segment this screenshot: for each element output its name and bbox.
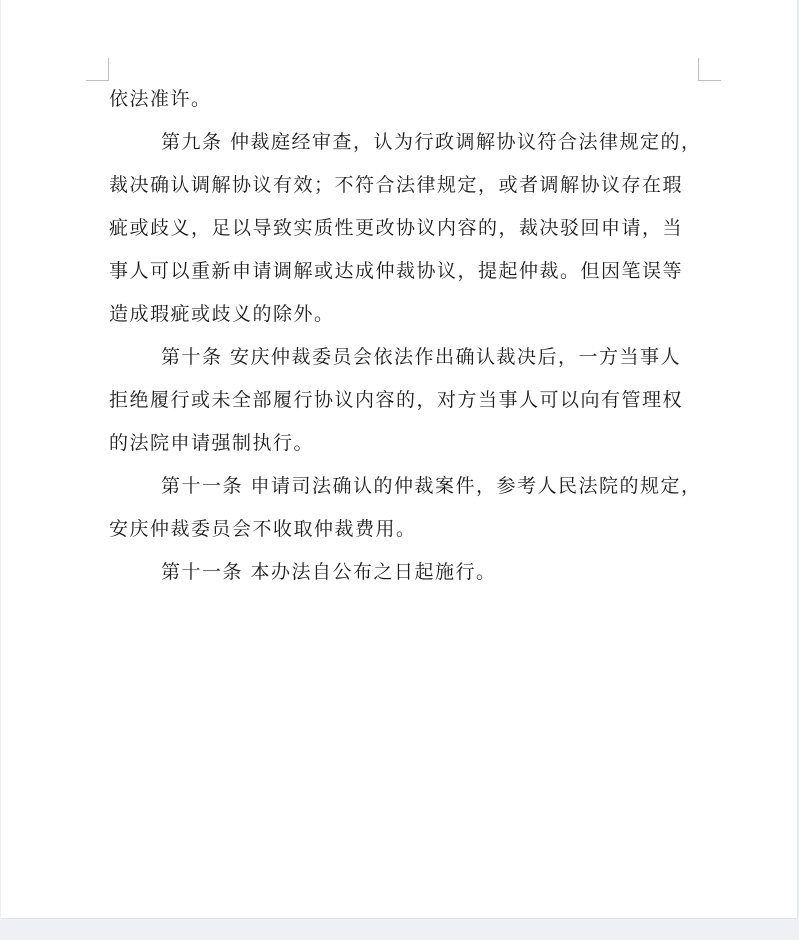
bottom-background-strip xyxy=(0,919,799,940)
document-page xyxy=(1,0,798,919)
text-line: 裁决确认调解协议有效；不符合法律规定，或者调解协议存在瑕 xyxy=(109,174,684,196)
document-body[interactable] xyxy=(109,84,709,600)
page-corner-mark-top-left xyxy=(86,58,109,81)
text-line: 第九条 仲裁庭经审查，认为行政调解协议符合法律规定的， xyxy=(161,131,702,153)
text-line: 拒绝履行或未全部履行协议内容的，对方当事人可以向有管理权 xyxy=(109,389,684,411)
text-line: 事人可以重新申请调解或达成仲裁协议，提起仲裁。但因笔误等 xyxy=(109,260,684,282)
text-line: 第十条 安庆仲裁委员会依法作出确认裁决后，一方当事人 xyxy=(161,346,682,368)
text-line: 第十一条 本办法自公布之日起施行。 xyxy=(161,561,497,583)
text-line: 安庆仲裁委员会不收取仲裁费用。 xyxy=(109,518,417,540)
page-corner-mark-top-right xyxy=(698,58,721,81)
text-line: 依法准许。 xyxy=(109,88,212,110)
text-line: 第十一条 申请司法确认的仲裁案件，参考人民法院的规定， xyxy=(161,475,702,497)
text-line: 疵或歧义，足以导致实质性更改协议内容的，裁决驳回申请，当 xyxy=(109,217,684,239)
text-line: 的法院申请强制执行。 xyxy=(109,432,315,454)
text-line: 造成瑕疵或歧义的除外。 xyxy=(109,303,335,325)
